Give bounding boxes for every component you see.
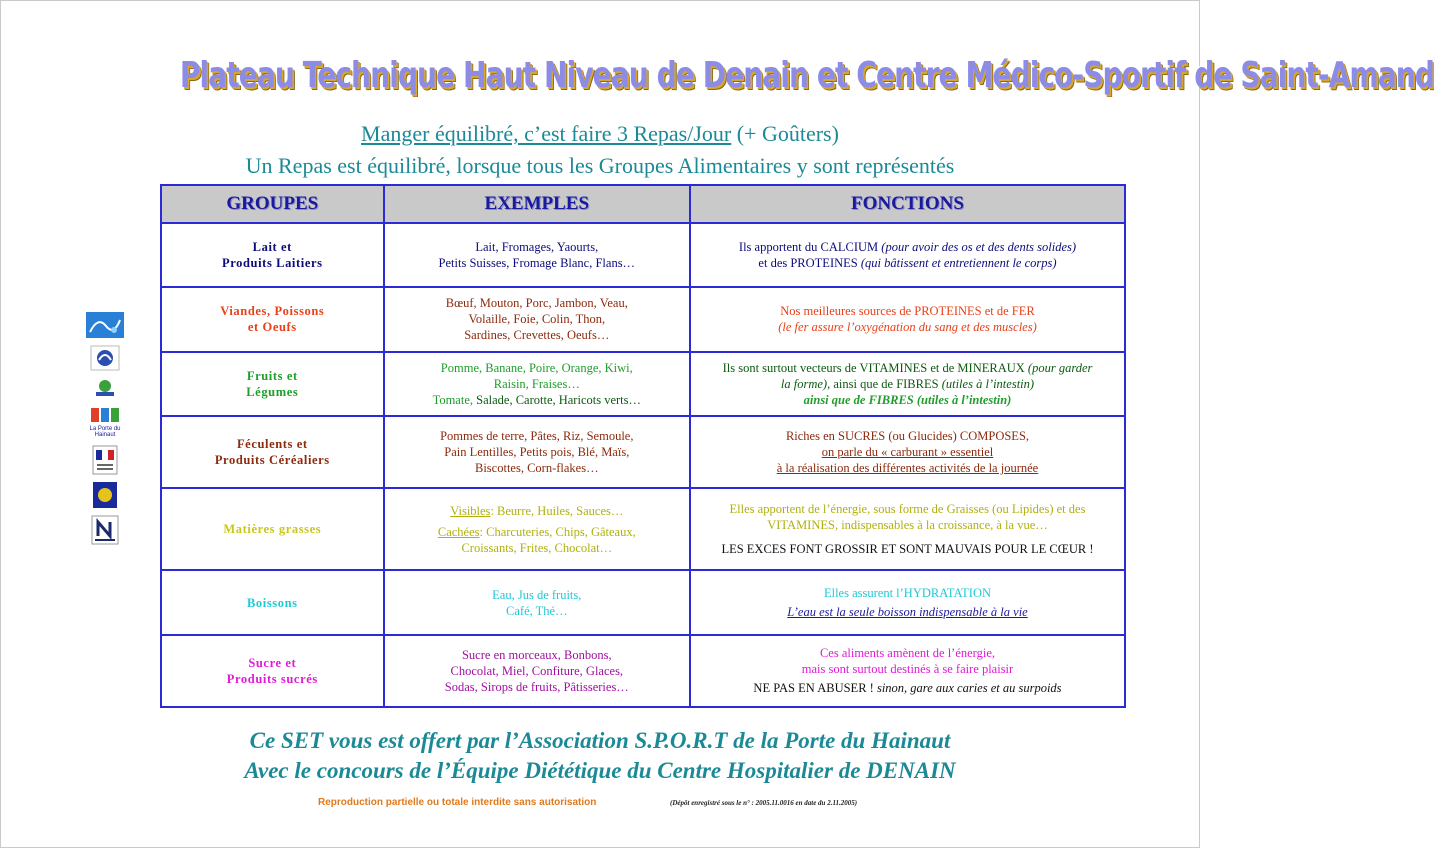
- examples-sucre-line3: Sodas, Sirops de fruits, Pâtisseries…: [444, 679, 629, 694]
- table-row: [161, 352, 1125, 416]
- group-sucre: [161, 635, 384, 707]
- examples-matieres-cachees: : Charcuteries, Chips, Gâteaux,: [479, 524, 636, 539]
- group-feculents: [161, 416, 384, 488]
- group-feculents-line1: Féculents et: [236, 436, 308, 451]
- group-lait-line2: Produits Laitiers: [222, 256, 323, 271]
- functions-feculents-line3: à la réalisation des différentes activités de la journée: [776, 460, 1039, 475]
- deposit-notice: (Dépôt enregistré sous le n° : 2005.11.0016 en date du 2.11.2005): [670, 799, 858, 807]
- group-boissons-line1: Boissons: [246, 595, 298, 610]
- subtitle-meals: [0, 121, 1200, 147]
- nord-logo-icon: [92, 516, 118, 544]
- examples-boissons: [384, 570, 690, 634]
- functions-boissons: [690, 570, 1125, 634]
- examples-viandes-line1: Bœuf, Mouton, Porc, Jambon, Veau,: [445, 296, 628, 311]
- functions-lait-text1: Ils apportent du CALCIUM: [738, 240, 882, 255]
- table-row: [161, 416, 1125, 488]
- functions-matieres-line1: Elles apportent de l’énergie, sous forme de Graisses (ou Lipides) et des: [729, 502, 1086, 517]
- examples-matieres-visibles: : Beurre, Huiles, Sauces…: [490, 503, 624, 518]
- examples-sucre-line2: Chocolat, Miel, Confiture, Glaces,: [450, 663, 624, 678]
- examples-lait: [384, 223, 690, 287]
- reproduction-notice: Reproduction partielle ou totale interdite sans autorisation: [318, 797, 597, 808]
- table-row: [161, 570, 1125, 634]
- functions-lait-note2: (qui bâtissent et entretiennent le corps): [860, 256, 1057, 271]
- examples-fruits-line3a: Tomate,: [432, 392, 477, 407]
- examples-viandes: [384, 287, 690, 351]
- blue-emblem-icon: [91, 346, 119, 370]
- examples-fruits: [384, 352, 690, 416]
- examples-feculents-line3: Biscottes, Corn-flakes…: [475, 460, 599, 475]
- prefecture-logo-icon: [93, 446, 117, 474]
- examples-lait-line1: Lait, Fromages, Yaourts,: [475, 240, 599, 255]
- functions-fruits: [690, 352, 1125, 416]
- examples-fruits-line3b: Salade, Carotte, Haricots verts…: [476, 392, 642, 407]
- region-logo-icon: [92, 378, 118, 398]
- examples-sucre-line1: Sucre en morceaux, Bonbons,: [461, 647, 612, 662]
- examples-lait-line2: Petits Suisses, Fromage Blanc, Flans…: [438, 256, 636, 271]
- group-fruits-line2: Légumes: [246, 384, 299, 399]
- header-fonctions: FONCTIONS: [690, 185, 1125, 223]
- group-viandes: [161, 287, 384, 351]
- page-title: Plateau Technique Haut Niveau de Denain et Centre Médico-Sportif de Saint-Amand: [179, 55, 1434, 96]
- examples-matieres-line3: Croissants, Frites, Chocolat…: [461, 540, 613, 555]
- functions-viandes-line2: (le fer assure l’oxygénation du sang et des muscles): [778, 320, 1037, 335]
- functions-fruits-text2: ainsi que de FIBRES: [833, 376, 942, 391]
- functions-feculents-line1: Riches en SUCRES (ou Glucides) COMPOSES,: [785, 428, 1030, 443]
- functions-matieres-line2: VITAMINES, indispensables à la croissance, à la vue…: [767, 518, 1048, 533]
- examples-matieres-cachees-label: Cachées: [437, 524, 480, 539]
- group-sucre-line1: Sucre et: [248, 655, 297, 670]
- functions-boissons-line1: Elles assurent l’HYDRATATION: [823, 586, 991, 601]
- functions-feculents: [690, 416, 1125, 488]
- group-fruits-line1: Fruits et: [246, 368, 298, 383]
- functions-sucre-note: sinon, gare aux caries et au surpoids: [876, 681, 1062, 696]
- functions-matieres-grasses: [690, 488, 1125, 570]
- footer-dietetic-team: Avec le concours de l’Équipe Diététique du Centre Hospitalier de DENAIN: [244, 758, 956, 783]
- functions-sucre-line1: Ces aliments amènent de l’énergie,: [819, 646, 996, 661]
- functions-lait: [690, 223, 1125, 287]
- subtitle-meals-snacks: (+ Goûters): [731, 121, 839, 146]
- group-lait-line1: Lait et: [252, 240, 292, 255]
- food-groups-table: [160, 184, 1126, 708]
- functions-sucre-line2: mais sont surtout destinés à se faire plaisir: [801, 662, 1014, 677]
- examples-boissons-line2: Café, Thé…: [506, 603, 568, 618]
- examples-matieres-visibles-label: Visibles: [450, 503, 491, 518]
- table-row: [161, 223, 1125, 287]
- subtitle-meals-main: Manger équilibré, c’est faire 3 Repas/Jour: [361, 121, 732, 146]
- footer-offer: Ce SET vous est offert par l’Association S.P.O.R.T de la Porte du Hainaut: [249, 728, 951, 753]
- functions-feculents-line2: on parle du « carburant » essentiel: [821, 444, 994, 459]
- functions-lait-note1: (pour avoir des os et des dents solides): [881, 240, 1077, 255]
- functions-fruits-text1: Ils sont surtout vecteurs de VITAMINES et de MINERAUX: [722, 360, 1028, 375]
- group-fruits: [161, 352, 384, 416]
- examples-fruits-line2: Raisin, Fraises…: [493, 376, 580, 391]
- examples-matieres-grasses: [384, 488, 690, 570]
- examples-viandes-line3: Sardines, Crevettes, Oeufs…: [464, 328, 610, 343]
- functions-fruits-note3: (utiles à l’intestin): [941, 376, 1035, 391]
- functions-fruits-line3: ainsi que de FIBRES (utiles à l’intestin): [803, 392, 1012, 407]
- header-groupes: GROUPES: [161, 185, 384, 223]
- group-feculents-line2: Produits Céréaliers: [214, 452, 330, 467]
- header-exemples: EXEMPLES: [384, 185, 690, 223]
- group-viandes-line1: Viandes, Poissons: [220, 304, 325, 319]
- functions-sucre-warning: NE PAS EN ABUSER !: [753, 681, 877, 696]
- table-row: [161, 287, 1125, 351]
- porte-hainaut-label: La Porte du Hainaut: [89, 426, 121, 438]
- examples-feculents: [384, 416, 690, 488]
- partner-logos: [82, 312, 128, 552]
- group-matieres-line1: Matières grasses: [223, 522, 322, 537]
- functions-matieres-warning: LES EXCES FONT GROSSIR ET SONT MAUVAIS POUR LE CŒUR !: [721, 542, 1094, 557]
- functions-lait-text2: et des PROTEINES: [758, 256, 861, 271]
- porte-hainaut-logo-icon: [87, 406, 123, 424]
- group-viandes-line2: et Oeufs: [247, 320, 297, 335]
- functions-fruits-note2: la forme),: [780, 376, 834, 391]
- examples-boissons-line1: Eau, Jus de fruits,: [492, 587, 582, 602]
- examples-viandes-line2: Volaille, Foie, Colin, Thon,: [468, 312, 606, 327]
- table-header-row: [161, 185, 1125, 223]
- group-boissons: [161, 570, 384, 634]
- table-row: [161, 488, 1125, 570]
- functions-fruits-note1: (pour garder: [1027, 360, 1093, 375]
- subtitle-balanced: Un Repas est équilibré, lorsque tous les Groupes Alimentaires y sont représentés: [245, 153, 955, 178]
- functions-viandes: [690, 287, 1125, 351]
- examples-fruits-line1: Pomme, Banane, Poire, Orange, Kiwi,: [440, 360, 633, 375]
- examples-sucre: [384, 635, 690, 707]
- functions-sucre: [690, 635, 1125, 707]
- group-lait: [161, 223, 384, 287]
- examples-feculents-line2: Pain Lentilles, Petits pois, Blé, Maïs,: [444, 444, 630, 459]
- functions-viandes-line1: Nos meilleures sources de PROTEINES et de FER: [780, 304, 1035, 319]
- functions-boissons-line2: L’eau est la seule boisson indispensable à la vie: [787, 605, 1028, 620]
- table-row: [161, 635, 1125, 707]
- examples-feculents-line1: Pommes de terre, Pâtes, Riz, Semoule,: [440, 428, 634, 443]
- group-matieres-grasses: [161, 488, 384, 570]
- shield-emblem-icon: [93, 482, 117, 508]
- group-sucre-line2: Produits sucrés: [226, 671, 318, 686]
- sport-logo-icon: [86, 312, 124, 338]
